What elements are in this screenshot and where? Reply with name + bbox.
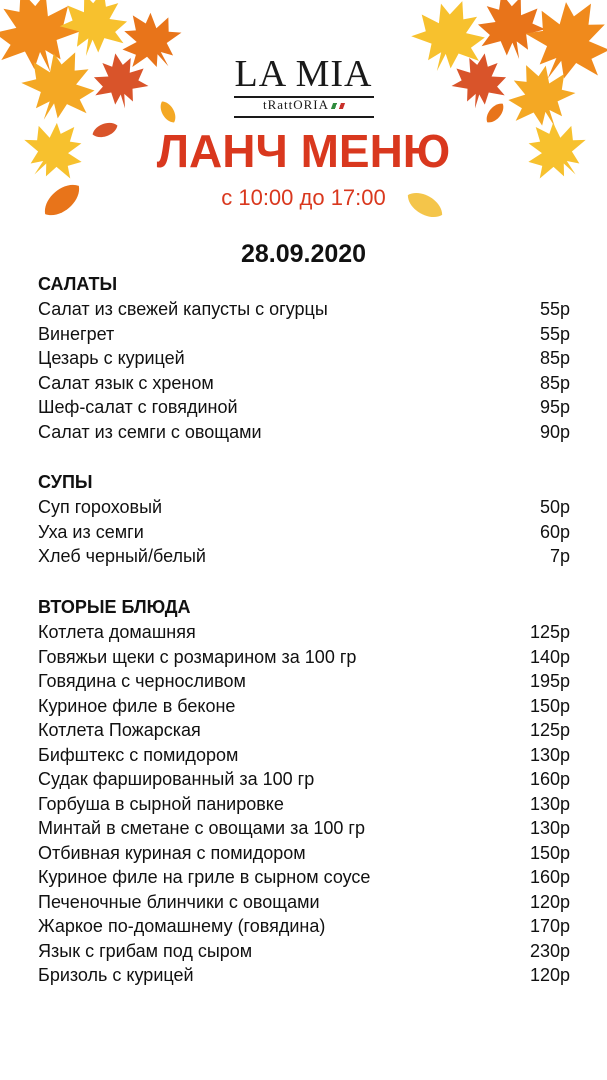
menu-item: [38, 718, 570, 743]
item-price: 125р: [529, 622, 570, 642]
item-price: 230р: [529, 940, 570, 961]
item-price: 120р: [529, 891, 570, 912]
item-name: Цезарь с курицей: [38, 348, 185, 368]
menu-item: [38, 669, 570, 694]
item-name: Куриное филе в беконе: [38, 695, 236, 716]
section-salads: [38, 272, 570, 444]
menu-item: [38, 520, 570, 545]
menu-item: [38, 297, 570, 322]
menu-item: [38, 620, 570, 645]
item-price: 170р: [529, 916, 570, 936]
item-name: Язык с грибам под сыром: [38, 940, 253, 961]
item-name: Салат из свежей капусты с огурцы: [38, 299, 328, 319]
item-price: 55р: [539, 323, 570, 344]
brand-logo: LA MIA: [234, 53, 373, 95]
item-price: 160р: [529, 867, 570, 887]
italian-flag-icon: [331, 103, 345, 109]
menu-item: [38, 841, 570, 866]
menu-item: [38, 694, 570, 719]
menu-item: [38, 792, 570, 817]
menu-item: [38, 939, 570, 964]
menu-item: [38, 767, 570, 792]
section-main-courses: [38, 595, 570, 988]
item-price: 150р: [529, 695, 570, 716]
item-name: Шеф-салат с говядиной: [38, 397, 238, 417]
menu-date: 28.09.2020: [240, 240, 367, 268]
menu-item: [38, 890, 570, 915]
item-name: Салат из семги с овощами: [38, 421, 262, 442]
section-title: САЛАТЫ: [38, 274, 118, 294]
item-name: Отбивная куриная с помидором: [38, 842, 306, 863]
item-name: Говяжьи щеки с розмарином за 100 гр: [38, 646, 357, 667]
item-price: 90р: [539, 421, 570, 442]
menu-item: [38, 544, 570, 569]
menu-item: [38, 865, 570, 890]
menu-item: [38, 914, 570, 939]
section-title: ВТОРЫЕ БЛЮДА: [38, 597, 191, 617]
item-price: 7р: [549, 546, 570, 566]
menu-title: ЛАНЧ МЕНЮ: [156, 125, 451, 177]
section-title: СУПЫ: [38, 472, 93, 492]
item-price: 95р: [539, 397, 570, 417]
item-name: Салат язык с хреном: [38, 372, 214, 393]
menu-item: [38, 816, 570, 841]
menu-item: [38, 395, 570, 420]
item-name: Суп гороховый: [38, 497, 163, 517]
item-name: Бифштекс с помидором: [38, 744, 239, 765]
logo-divider-bottom: [234, 116, 374, 118]
serving-hours: с 10:00 до 17:00: [221, 185, 386, 210]
item-price: 130р: [529, 818, 570, 838]
item-name: Жаркое по-домашнему (говядина): [38, 916, 326, 936]
item-name: Печеночные блинчики с овощами: [38, 891, 320, 912]
menu-item: [38, 371, 570, 396]
item-price: 195р: [529, 671, 570, 691]
item-name: Уха из семги: [38, 521, 144, 542]
item-name: Минтай в сметане с овощами за 100 гр: [38, 818, 365, 838]
item-price: 125р: [529, 720, 570, 740]
item-name: Бризоль с курицей: [38, 965, 194, 985]
menu-item: [38, 963, 570, 988]
brand-subtitle-text: tRattORIA: [262, 97, 330, 112]
item-name: Винегрет: [38, 323, 115, 344]
brand-subtitle: [0, 97, 607, 113]
item-price: 130р: [529, 793, 570, 814]
item-price: 60р: [539, 521, 570, 542]
menu-item: [38, 495, 570, 520]
menu-item: [38, 645, 570, 670]
item-name: Хлеб черный/белый: [38, 546, 206, 566]
item-name: Горбуша в сырной панировке: [38, 793, 284, 814]
menu-item: [38, 322, 570, 347]
item-price: 150р: [529, 842, 570, 863]
item-price: 85р: [539, 372, 570, 393]
item-price: 85р: [539, 348, 570, 368]
item-price: 120р: [529, 965, 570, 985]
menu-item: [38, 743, 570, 768]
item-name: Куриное филе на гриле в сырном соусе: [38, 867, 371, 887]
menu-item: [38, 346, 570, 371]
item-name: Котлета Пожарская: [38, 720, 201, 740]
menu-item: [38, 420, 570, 445]
item-price: 55р: [539, 299, 570, 319]
item-price: 50р: [539, 497, 570, 517]
item-price: 160р: [529, 769, 570, 789]
item-name: Судак фаршированный за 100 гр: [38, 769, 315, 789]
section-soups: [38, 470, 570, 569]
item-name: Говядина с черносливом: [38, 671, 246, 691]
item-name: Котлета домашняя: [38, 622, 196, 642]
item-price: 130р: [529, 744, 570, 765]
item-price: 140р: [529, 646, 570, 667]
